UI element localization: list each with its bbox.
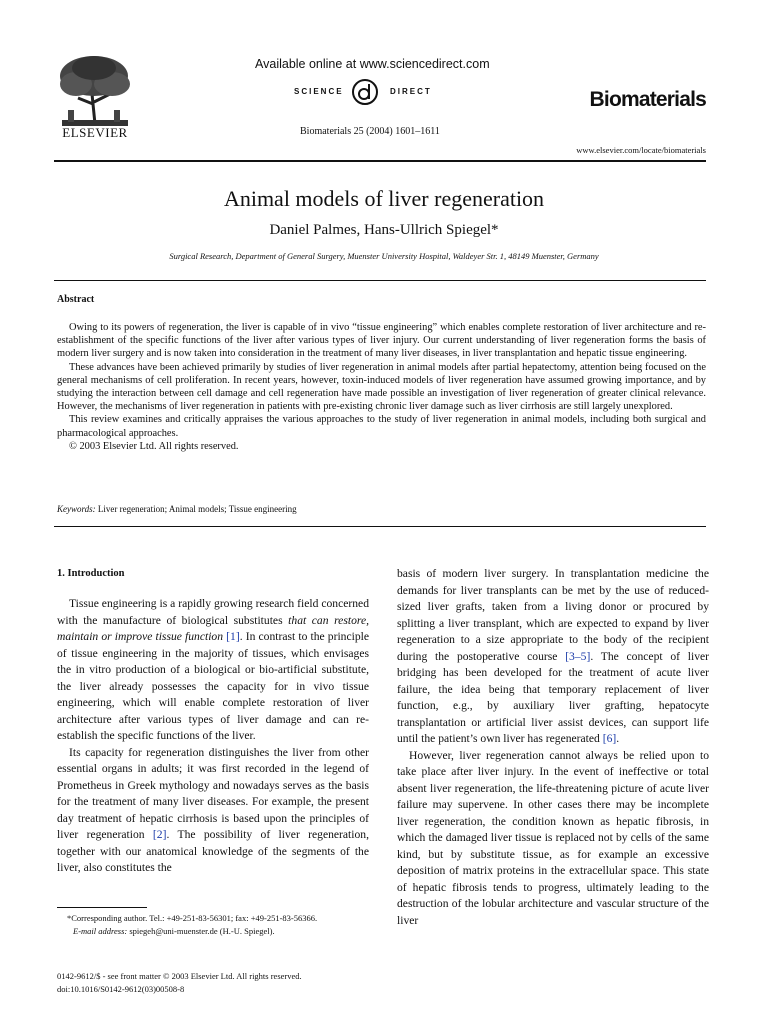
bottom-matter: [57, 970, 397, 995]
copyright-line: © 2003 Elsevier Ltd. All rights reserved.: [69, 440, 239, 452]
text-run: Its capacity for regeneration distinguishes the liver from other essential organs in adults; it was first recorded in the legend of Prometheus in Greek mythology and nowadays serves as the basis for the treatment of many liver diseases. For example, the present day treatment of hepatic cirrhosis is based upon the principles of liver regeneration: [57, 745, 369, 841]
available-online-text: Available online at www.sciencedirect.com: [255, 57, 490, 71]
keywords-rule: [54, 526, 706, 527]
abstract-heading: Abstract: [57, 294, 95, 305]
abstract-paragraph: Owing to its powers of regeneration, the liver is capable of in vivo “tissue engineering” which enables complete restoration of liver architecture and re-establishment of the specific functions of the liver after various types of liver injury. Our current understanding of liver regeneration forms the basis of modern liver surgery and is now taken into consideration in the treatment of many liver diseases, in liver transplantation and hepatic tissue engineering.: [57, 322, 706, 360]
body-paragraph: [57, 745, 369, 877]
abstract-paragraph: This review examines and critically appraises the various approaches to the study of liver regeneration in animal models, including both surgical and pharmacological approaches.: [57, 414, 706, 439]
italic-text-run: that can restore, maintain or improve tissue function: [57, 613, 369, 643]
corresponding-author-note: *Corresponding author. Tel.: +49-251-83-56301; fax: +49-251-83-56366.: [67, 913, 318, 923]
author-affiliation: Surgical Research, Department of General Surgery, Muenster University Hospital, Waldeyer Str. 1, 48149 Muenster, Germany: [169, 251, 599, 261]
email-label: E-mail address:: [73, 925, 128, 936]
text-run: . The possibility of liver regeneration, together with our anatomical knowledge of the segments of the liver, also constitutes the: [57, 828, 369, 874]
citation-link[interactable]: [2]: [152, 828, 167, 841]
text-run: basis of modern liver surgery. In transplantation medicine the demands for liver transplants can be met by the use of reduced-sized liver grafts, taken from a living donor or procured by splitting a liver transplant, which are expected to expand by liver regeneration to a size appropriate to the body of the recipient during the postoperative course: [397, 567, 709, 663]
email-address[interactable]: spiegeh@uni-muenster.de (H.-U. Spiegel).: [127, 925, 275, 936]
elsevier-tree-logo: [54, 54, 136, 130]
journal-name: Biomaterials: [589, 88, 706, 111]
journal-url[interactable]: www.elsevier.com/locate/biomaterials: [576, 145, 706, 155]
email-note: [57, 925, 369, 938]
sciencedirect-left-word: SCIENCE: [294, 87, 344, 96]
article-authors: Daniel Palmes, Hans-Ullrich Spiegel*: [269, 222, 499, 238]
sciencedirect-right-word: DIRECT: [390, 87, 432, 96]
footnote: [57, 912, 369, 937]
citation-link[interactable]: [1]: [226, 630, 240, 643]
citation-link[interactable]: [3–5]: [565, 649, 591, 663]
text-run: Tissue engineering is a rapidly growing research field concerned with the manufacture of biological substitutes: [57, 597, 369, 627]
body-paragraph: [57, 596, 369, 745]
abstract-paragraph: These advances have been achieved primarily by studies of liver regeneration in animal models after partial hepatectomy, attention being focused on the general mechanisms of cell proliferation. In recent years, however, toxin-induced models of liver regeneration have assumed growing importance, and by studying the interaction between cell damage and cell regeneration have made possible an investigation of liver regeneration of greater clinical relevance. However, the mechanisms of liver regeneration in patients with pre-existing chronic liver damage such as liver cirrhosis are still largely unexplored.: [57, 361, 706, 413]
keywords-text: Liver regeneration; Animal models; Tissue engineering: [97, 504, 297, 514]
article-title: Animal models of liver regeneration: [223, 186, 545, 211]
header-rule: [54, 160, 706, 162]
journal-citation: Biomaterials 25 (2004) 1601–1611: [300, 126, 440, 137]
section-heading: 1. Introduction: [57, 568, 125, 579]
abstract-body: [57, 321, 706, 453]
body-paragraph: [397, 566, 709, 748]
footnote-rule: [57, 907, 147, 908]
text-run: . In contrast to the principle of tissue engineering in the majority of tissues, which envisages the in vitro production of a biological or bio-artificial substitute, the liver already possesses the capacity for in vivo tissue engineering, which will enable complete restoration of liver architecture after various types of liver damage and can re-establish the specific functions of the liver.: [57, 630, 370, 742]
right-column: [397, 566, 709, 929]
issn-line: 0142-9612/$ - see front matter © 2003 Elsevier Ltd. All rights reserved.: [57, 971, 302, 981]
sciencedirect-logo: [294, 76, 460, 106]
left-column: [57, 567, 369, 877]
body-paragraph: However, liver regeneration cannot always be relied upon to take place after liver injury. In the event of ineffective or total absent liver regeneration, the life-threatening picture of acute liver failure may supervene. In other cases there may be incomplete liver regeneration, the condition known as hepatic fibrosis, in which the damaged liver tissue is replaced not by cells of the same kind, but by substitute tissue, as for example an excessive deposition of matrix proteins in the extracellular space. This state of hepatic fibrosis tends to progress, ultimately leading to the destruction of the lobular architecture and vascular structure of the liver: [397, 748, 709, 927]
citation-link[interactable]: [6]: [602, 732, 617, 745]
keywords-label: Keywords:: [57, 504, 96, 514]
sciencedirect-d-icon: [348, 76, 382, 106]
text-run: .: [616, 732, 620, 745]
abstract-top-rule: [54, 280, 706, 281]
text-run: . The concept of liver bridging has been developed for the treatment of acute liver failure, the idea being that temporary replacement of liver function, e.g., by auxiliary liver grafting, hepatocyte transplantation or artificial liver assist devices, can support life until the patient’s own liver has regenerated: [397, 649, 710, 745]
keywords-line: [57, 504, 297, 514]
publisher-name: ELSEVIER: [62, 125, 128, 140]
doi-line[interactable]: doi:10.1016/S0142-9612(03)00508-8: [57, 983, 185, 994]
